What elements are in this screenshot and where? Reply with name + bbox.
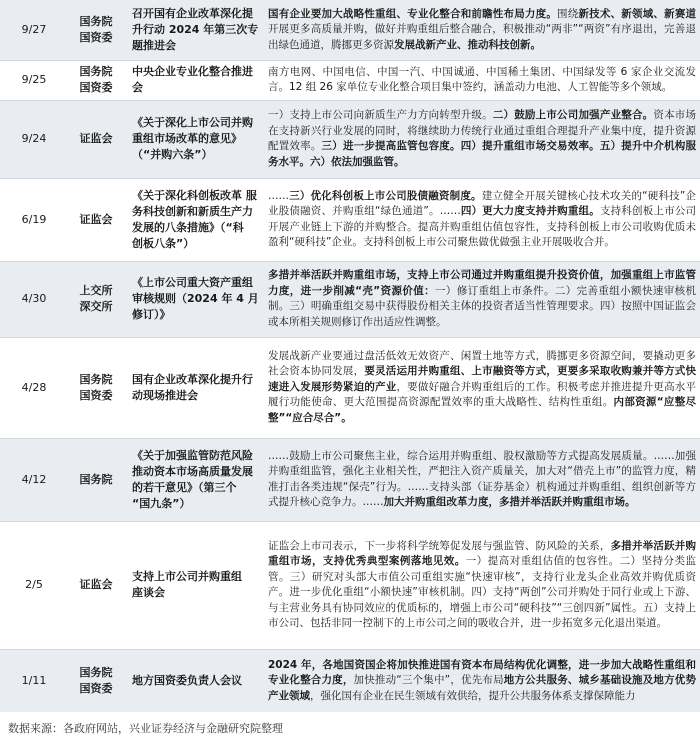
title-line: “国九条”） xyxy=(132,496,191,510)
title-cell xyxy=(124,337,264,438)
content-text: 证监会上市司表示，下一步将科学统筹促发展与强监管、防风险的关系， xyxy=(268,539,611,552)
content-cell xyxy=(264,438,700,521)
title-line: 修订）》 xyxy=(132,308,171,321)
issuer-line: 证监会 xyxy=(79,578,113,591)
title-line: 升行动 2024 年第三次专 xyxy=(132,22,259,36)
content-text: 一）提高对重组估值的包容性。二）坚持分类监管。三）研究对头部大市值公司重组实施“快速审核”，支持行业龙头企业高效并购优质资产。进一步优化重组“小额快速”审核机制。四）支持“两创”公司并购处于同行业或上下游、与主营业务具有协同效应的优质标的，增强上市公司“硬科技”“三创四新”属性。五）支持上市公司、包括非同一控制下的上市公司之间的吸收合并，进一步拓宽多元化退出渠道。 xyxy=(268,555,697,629)
content-bold: 内部资源“应整尽整”“应合尽合”。 xyxy=(268,396,696,424)
title-cell xyxy=(124,649,264,712)
title-line: 地方国资委负责人会议 xyxy=(132,673,242,687)
content-text: 一）修订重组上市条件。二）完善重组小额快速审核机制。三）明确重组交易中获得股份相关主体的投资者适当性管理要求。四）按照中国证监会或本所相关规则修订作出适应性调整。 xyxy=(268,284,697,328)
title-cell xyxy=(124,60,264,100)
content-cell xyxy=(264,261,700,337)
title-cell xyxy=(124,521,264,649)
date-cell: 4/12 xyxy=(0,438,68,521)
table-row xyxy=(0,521,700,649)
date-cell: 4/28 xyxy=(0,337,68,438)
issuer-cell xyxy=(68,178,124,261)
issuer-line: 国务院 xyxy=(79,472,113,486)
issuer-cell xyxy=(68,0,124,60)
date-cell: 9/25 xyxy=(0,60,68,100)
date-cell: 2/5 xyxy=(0,521,68,649)
title-cell xyxy=(124,100,264,178)
issuer-line: 深交所 xyxy=(79,300,113,313)
content-cell xyxy=(264,60,700,100)
title-line: 审核规则（2024 年 4 月 xyxy=(132,292,259,305)
title-line: 《关于加强监管防范风险 xyxy=(132,448,253,462)
title-line: （“并购六条”） xyxy=(132,148,213,161)
content-bold: 三）进一步提高监管包容度。四）提升重组市场交易效率。五）提升中介机构服务水平。六）依法加强监管。 xyxy=(268,140,697,168)
content-bold: 地方公共服务、城乡基础设施及地方优势产业领域 xyxy=(268,674,696,702)
content-cell xyxy=(264,521,700,649)
content-bold: 二）鼓励上市公司加强产业整合。 xyxy=(492,109,654,121)
table-row xyxy=(0,261,700,337)
issuer-line: 国务院 xyxy=(79,372,113,386)
content-text: 支持科创板上市公司开展产业链上下游的并购整合。提高并购重组估值包容性，支持科创板上市公司收购优质未盈利“硬科技”企业。支持科创板上市公司聚焦做优做强主业开展吸收合并。 xyxy=(268,205,696,248)
table-row xyxy=(0,438,700,521)
date-cell: 6/19 xyxy=(0,178,68,261)
content-bold: 加大并购重组改革力度，多措并举活跃并购重组市场。 xyxy=(383,496,636,508)
content-cell xyxy=(264,178,700,261)
title-line: 《上市公司重大资产重组 xyxy=(132,276,253,289)
title-line: 会 xyxy=(132,81,143,94)
title-line: 座谈会 xyxy=(132,586,165,599)
title-line: 务科技创新和新质生产力 xyxy=(132,204,253,218)
table-row xyxy=(0,100,700,178)
table-row xyxy=(0,649,700,712)
title-line: 召开国有企业改革深化提 xyxy=(132,6,253,20)
date-cell: 4/30 xyxy=(0,261,68,337)
content-bold: 四）更大力度支持并购重组。 xyxy=(460,205,600,217)
date-cell: 1/11 xyxy=(0,649,68,712)
content-text: 资本市场在支持新兴行业发展的同时，将继续助力传统行业通过重组合理提升产业集中度，提升资源配置效率。 xyxy=(268,109,697,152)
issuer-cell xyxy=(68,100,124,178)
source-note: 数据来源：各政府网站，兴业证券经济与金融研究院整理 xyxy=(8,722,283,735)
content-bold: 发展战新产业、推动科技创新。 xyxy=(394,38,541,51)
issuer-cell xyxy=(68,521,124,649)
table-row xyxy=(0,60,700,100)
content-text: 建立健全开展关键核心技术攻关的“硬科技”企业股债融资、并购重组“绿色通道”。…… xyxy=(268,189,696,217)
content-text: ，强化国有企业在民生领域有效供给，提升公共服务体系支撑保障能力 xyxy=(310,689,636,702)
content-text: 围绕 xyxy=(557,7,579,20)
issuer-line: 证监会 xyxy=(79,132,113,145)
content-text: 南方电网、中国电信、中国一汽、中国诚通、中国稀土集团、中国绿发等 6 家企业交流发言。12 组 26 家单位专业化整合项目集中签约，涵盖动力电池、人工智能等多个领域。 xyxy=(268,65,696,93)
content-bold: 2024 年，各地国资国企将加快推进国有资本布局结构优化调整，进一步加大战略性重组和专业化整合力度， xyxy=(268,658,696,686)
content-cell xyxy=(264,0,700,60)
content-text: ……鼓励上市公司聚焦主业，综合运用并购重组、股权激励等方式提高发展质量。……加强并购重组监管，强化主业相关性，严把注入资产质量关，加大对“借壳上市”的监管力度，精准打击各类违规“保壳”行为。……支持头部（证券基金）机构通过并购重组、组织创新等方式提升核心竞争力。…… xyxy=(268,449,696,508)
title-line: 《关于深化科创板改革 服 xyxy=(132,188,257,202)
content-text: ，要做好融合并购重组后的工作。积极考虑并推进提升更高水平履行功能使命、更大范围提高资源配置效率的重大战略性、结构性重组。 xyxy=(268,380,697,409)
issuer-cell xyxy=(68,60,124,100)
content-bold: 新技术、新领域、新赛道 xyxy=(578,7,697,20)
content-text: 开展更多高质量并购，做好并购重组后整合融合，积极推动“两非”“两资”有序退出，完善退出绿色通道，腾挪更多资源 xyxy=(268,23,696,51)
content-text: …… xyxy=(268,189,289,202)
issuer-cell xyxy=(68,438,124,521)
issuer-line: 国务院 xyxy=(79,665,113,679)
issuer-line: 上交所 xyxy=(79,284,113,297)
issuer-line: 证监会 xyxy=(79,212,113,226)
table-row xyxy=(0,337,700,438)
content-cell xyxy=(264,649,700,712)
content-cell xyxy=(264,337,700,438)
title-cell xyxy=(124,178,264,261)
content-bold: 三）优化科创板上市公司股债融资制度。 xyxy=(289,189,482,202)
content-cell xyxy=(264,100,700,178)
issuer-cell xyxy=(68,261,124,337)
issuer-cell xyxy=(68,337,124,438)
title-line: 《关于深化上市公司并购 xyxy=(132,116,253,129)
content-bold: 多措并举活跃并购重组市场，支持上市公司通过并购重组提升投资价值，加强重组上市监管力度，进一步削减“壳”资源价值： xyxy=(268,269,696,297)
content-text: 一）支持上市公司向新质生产力方向转型升级。 xyxy=(268,109,493,121)
content-text: 发展战新产业要通过盘活低效无效资产、闲置土地等方式，腾挪更多资源空间，要撬动更多社会资本协同发展， xyxy=(268,349,696,378)
title-line: 中央企业专业化整合推进 xyxy=(132,65,253,78)
date-cell: 9/27 xyxy=(0,0,68,60)
title-line: 题推进会 xyxy=(132,38,176,52)
issuer-line: 国资委 xyxy=(79,30,113,44)
title-line: 重组市场改革的意见》 xyxy=(132,132,242,145)
title-cell xyxy=(124,261,264,337)
content-bold: 多措并举活跃并购重组市场，支持优秀典型案例落地见效。 xyxy=(268,539,696,567)
issuer-line: 国资委 xyxy=(79,388,113,402)
title-line: 动现场推进会 xyxy=(132,388,198,402)
title-line: 的若干意见》（第三个 xyxy=(132,480,237,494)
title-line: 国有企业改革深化提升行 xyxy=(132,372,253,386)
title-cell xyxy=(124,0,264,60)
issuer-cell xyxy=(68,649,124,712)
date-cell: 9/24 xyxy=(0,100,68,178)
title-line: 推动资本市场高质量发展 xyxy=(132,464,253,478)
table-row xyxy=(0,178,700,261)
issuer-line: 国资委 xyxy=(79,681,113,695)
title-cell xyxy=(124,438,264,521)
issuer-line: 国资委 xyxy=(79,81,113,94)
title-line: 创板八条”） xyxy=(132,236,195,250)
content-text: 加快推动“三个集中”，优先布局 xyxy=(353,674,504,686)
issuer-line: 国务院 xyxy=(79,14,113,28)
title-line: 支持上市公司并购重组 xyxy=(132,570,242,583)
content-bold: 国有企业要加大战略性重组、专业化整合和前瞻性布局力度。 xyxy=(268,7,558,20)
title-line: 发展的八条措施》（“科 xyxy=(132,220,244,234)
table-row xyxy=(0,0,700,60)
issuer-line: 国务院 xyxy=(79,65,113,78)
content-bold: 要灵活运用并购重组、上市融资等方式，更要多采取收购兼并等方式快速进入发展形势紧迫的产业 xyxy=(268,365,697,393)
